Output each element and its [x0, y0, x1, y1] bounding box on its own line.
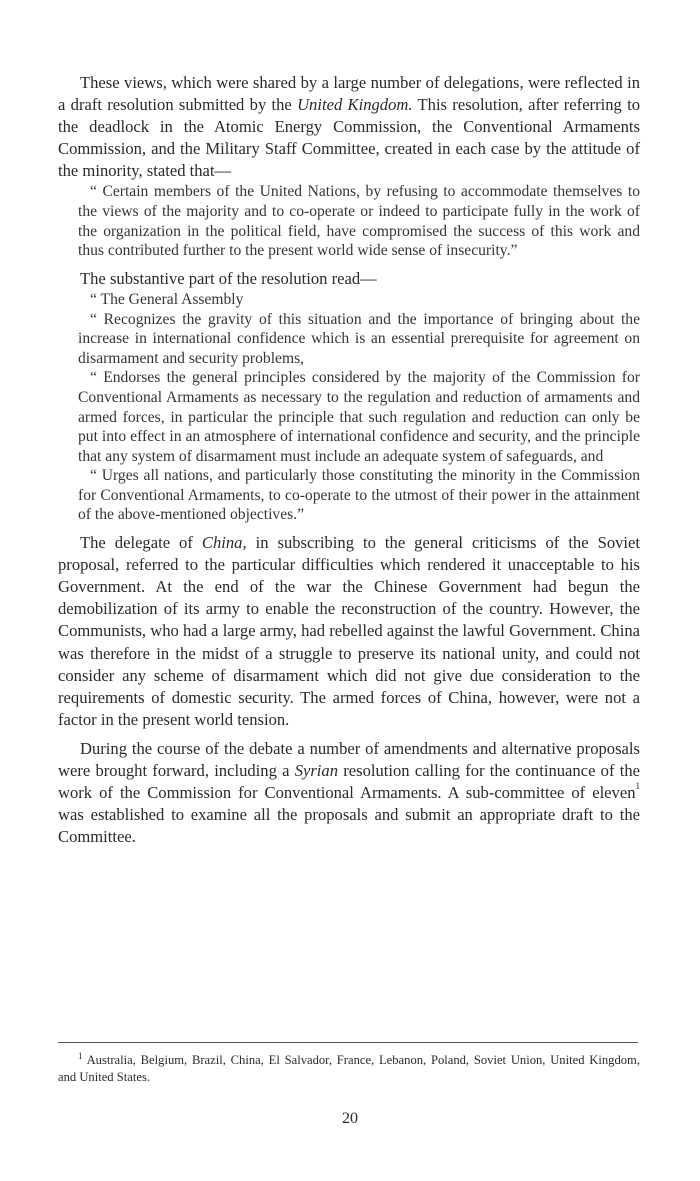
- main-text: [58, 72, 640, 848]
- quote-2-line: “ Urges all nations, and particularly those constituting the minority in the Commission for Conventional Armaments, to co-operate to the utmost of their power in the attainment of the above-mentioned objectives.”: [78, 467, 640, 524]
- paragraph-3: The delegate of China, in subscribing to the general criticisms of the Soviet proposal, referred to the particular difficulties which rendered it unacceptable to his Government. At the end of the war the Chinese Government had begun the demobilization of its army to enable the reconstruction of the country. However, the Communists, who had a large army, had rebelled against the lawful Government. China was therefore in the midst of a struggle to preserve its national unity, and could not consider any scheme of disarmament which did not give due consideration to the requirements of domestic security. The armed forces of China, however, were not a factor in the present world tension.: [58, 533, 640, 729]
- quote-block-1: [78, 182, 640, 260]
- footnote-divider: [58, 1042, 638, 1043]
- quote-2-line: “ Recognizes the gravity of this situation and the importance of bringing about the increase in international confidence which is an essential prerequisite for agreement on disarmament and security problems,: [78, 310, 640, 367]
- page-number: 20: [342, 1110, 358, 1127]
- paragraph-4: During the course of the debate a number of amendments and alternative proposals were brought forward, including a Syrian resolution calling for the continuance of the work of the Commission for Conventional Armaments. A sub-committee of eleven$^1$ was established to examine all the proposals and submit an appropriate draft to the Committee.: [58, 738, 640, 847]
- paragraph-2: The substantive part of the resolution read—: [80, 268, 377, 288]
- quote-2-line: “ The General Assembly: [90, 290, 244, 308]
- footnote-ref: 1: [635, 781, 640, 792]
- quote-block-2: [78, 290, 640, 525]
- footnote-marker: 1: [78, 1051, 83, 1061]
- quote-2-line: “ Endorses the general principles considered by the majority of the Commission for Conventional Armaments as necessary to the regulation and reduction of armaments and armed forces, in particular the principle that such regulation and reduction can only be put into effect in an atmosphere of international confidence and security, and the principle that any system of disarmament must include an adequate system of safeguards, and: [78, 369, 640, 465]
- quote-1: “ Certain members of the United Nations, by refusing to accommodate themselves to the views of the majority and to co-operate or indeed to participate fully in the work of the organization in the political field, have compromised the success of this work and thus contributed further to the present world wide sense of insecurity.”: [78, 183, 640, 260]
- country-syrian: Syrian: [294, 761, 339, 780]
- paragraph-1: These views, which were shared by a large number of delegations, were reflected in a draft resolution submitted by the United Kingdom. This resolution, after referring to the deadlock in the Atomic Energy Commission, the Conventional Armaments Commission, and the Military Staff Committee, created in each case by the attitude of the minority, stated that—: [58, 73, 641, 181]
- country-china: China,: [201, 533, 247, 553]
- country-united-kingdom: United Kingdom.: [297, 95, 413, 115]
- footnote-text: Australia, Belgium, Brazil, China, El Salvador, France, Lebanon, Poland, Soviet Union, United Kingdom, and United States.: [58, 1053, 640, 1084]
- footnote: [58, 1052, 640, 1086]
